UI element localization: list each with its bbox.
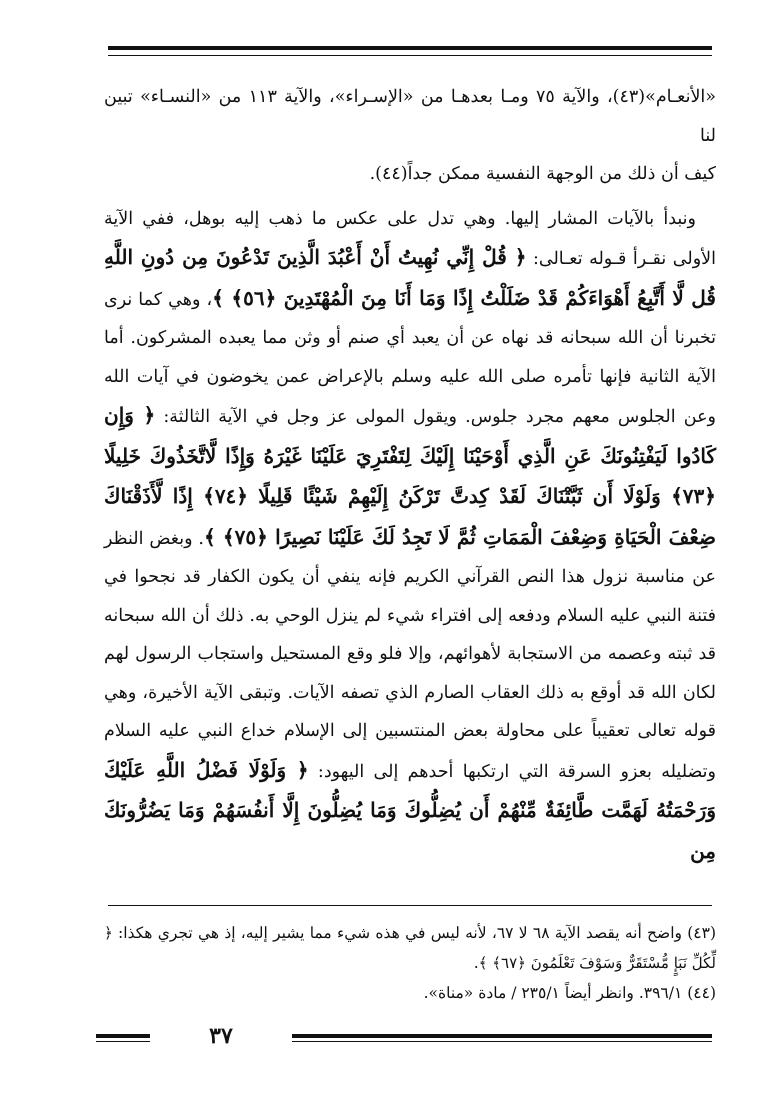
header-rule-thin (108, 55, 712, 56)
paragraph-2-part-b: ، وهي كما نرى تخبرنا أن الله سبحانه قد نهاه عن أن يعبد أي صنم أو وثن مما يعبده المشركون. أما الآية الثانية فإنها تأمره صلى الله عليه وسلم بالإعراض عمن يخوضون في آيات الله وعن الجلوس معهم مجرد جلوس. ويقول المولى عز وجل في الآية الثالثة: (104, 289, 716, 427)
footnote-43 (104, 918, 716, 978)
paragraph-2-part-c: . وبغض النظر عن مناسبة نزول هذا النص القرآني الكريم فإنه ينفي أن يكون الكفار قد نجحوا في فتنة النبي عليه السلام ودفعه إلى افتراء شيء لم ينزل الوحي به. ذلك أن الله سبحانه قد ثبته وعصمه من الاستجابة لأهوائهم، وإلا فلو وقع المستحيل واستجاب الرسول لهم لكان الله قد أوقع به ذلك العقاب الصارم الذي تصفه الآيات. وتبقى الآية الأخيرة، وهي قوله تعالى تعقيباً على محاولة بعض المنتسبين إلى الإسلام خداع النبي عليه السلام وتضليله بعزو السرقة التي ارتكبها أحدهم إلى اليهود: (104, 528, 716, 782)
footer-rule-right (292, 1034, 712, 1038)
footnote-43-verse: ﴿ لِّكُلِّ نَبَإٍ مُّسْتَقَرٌّ وَسَوْفَ تَعْلَمُونَ ﴿٦٧﴾ ﴾ (104, 924, 716, 972)
footnote-divider (108, 905, 712, 906)
footnote-44: (٤٤) ٣٩٦/١. وانظر أيضاً ٢٣٥/١ / مادة «مناة». (423, 984, 716, 1002)
footnote-43-end: . (473, 954, 479, 972)
footnote-43-text: (٤٣) واضح أنه يقصد الآية ٦٨ لا ٦٧، لأنه ليس في هذه شيء مما يشير إليه، إذ هي تجري هكذا: (112, 924, 717, 942)
paragraph-2 (104, 200, 716, 873)
paragraph-1-line-1: «الأنعـام»(٤٣)، والآية ٧٥ ومـا بعدهـا من «الإسـراء»، والآية ١١٣ من «النسـاء» تبين لنا (104, 87, 716, 146)
quran-verse-nisa-113: ﴿ وَلَوْلَا فَضْلُ اللَّهِ عَلَيْكَ وَرَحْمَتُهُ لَهَمَّت طَّائِفَةٌ مِّنْهُمْ أَن يُضِلُّوكَ وَمَا يُضِلُّونَ إِلَّا أَنفُسَهُمْ وَمَا يَضُرُّونَكَ مِن (104, 757, 716, 863)
footer-rule-right-thin (292, 1041, 712, 1042)
paragraph-1-line-2: كيف أن ذلك من الوجهة النفسية ممكن جداً(٤٤). (369, 164, 716, 184)
footnotes (104, 918, 716, 1008)
footer-rule-left (96, 1034, 150, 1038)
page-footer (96, 1024, 716, 1048)
quran-verse-anam-56: ﴿ قُلْ إِنِّي نُهِيتُ أَنْ أَعْبُدَ الَّذِينَ تَدْعُونَ مِن دُونِ اللَّهِ قُل لَّا أَتَّبِعُ أَهْوَاءَكُمْ قَدْ ضَلَلْتُ إِذًا وَمَا أَنَا مِنَ الْمُهْتَدِينَ ﴿٥٦﴾ ﴾ (104, 245, 716, 310)
main-text (104, 78, 716, 872)
paragraph-1 (104, 78, 716, 194)
footer-rule-left-thin (96, 1041, 150, 1042)
header-rule-thick (108, 46, 712, 50)
page-number: ٣٧ (209, 1023, 233, 1049)
quran-verse-isra-73-75: ﴿ وَإِن كَادُوا لَيَفْتِنُونَكَ عَنِ الَّذِي أَوْحَيْنَا إِلَيْكَ لِتَفْتَرِيَ عَلَيْنَا غَيْرَهُ وَإِذًا لَّاتَّخَذُوكَ خَلِيلًا ﴿٧٣﴾ وَلَوْلَا أَن ثَبَّتْنَاكَ لَقَدْ كِدتَّ تَرْكَنُ إِلَيْهِمْ شَيْئًا قَلِيلًا ﴿٧٤﴾ إِذًا لَّأَذَقْنَاكَ ضِعْفَ الْحَيَاةِ وَضِعْفَ الْمَمَاتِ ثُمَّ لَا تَجِدُ لَكَ عَلَيْنَا نَصِيرًا ﴿٧٥﴾ ﴾ (104, 403, 716, 549)
paragraph-2-part-a: ونبدأ بالآيات المشار إليها. وهي تدل على عكس ما ذهب إليه بوهل، ففي الآية الأولى نقـرأ قـوله تعـالى: (104, 208, 716, 269)
